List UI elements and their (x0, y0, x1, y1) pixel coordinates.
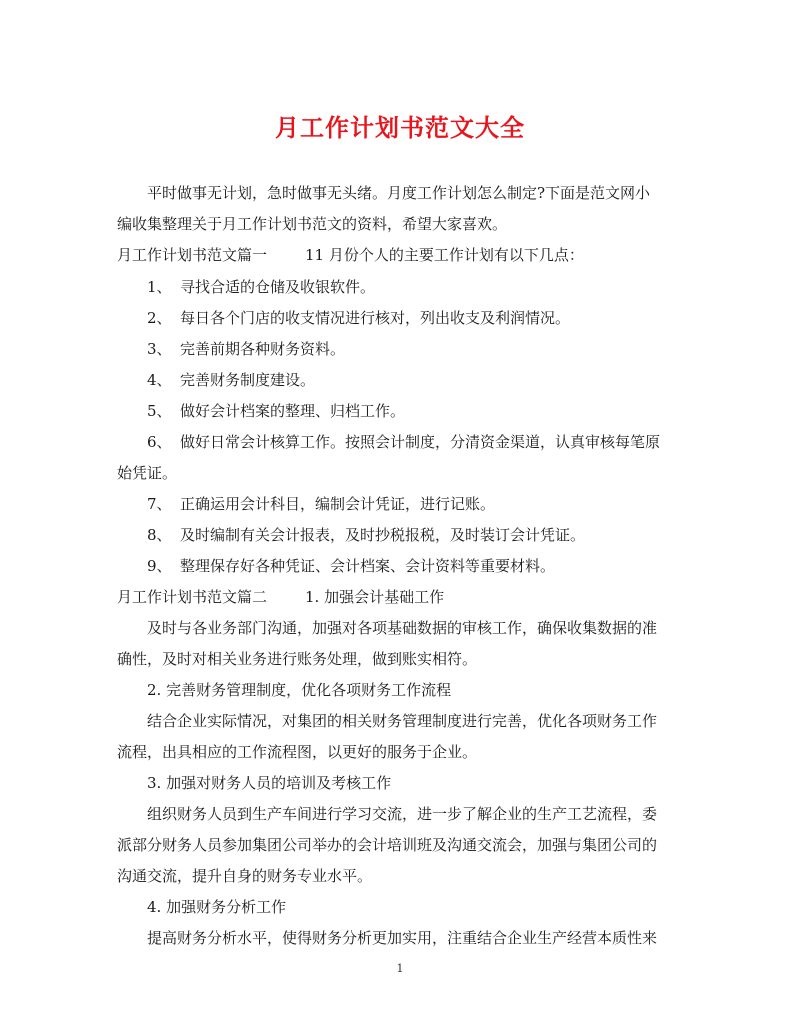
subheading: 2. 完善财务管理制度，优化各项财务工作流程 (147, 681, 452, 699)
subheading: 3. 加强对财务人员的培训及考核工作 (147, 774, 392, 792)
paragraph-line: 派部分财务人员参加集团公司举办的会计培训班及沟通交流会，加强与集团公司的 (117, 836, 658, 854)
section1-label: 月工作计划书范文篇一 (117, 246, 268, 264)
section1-header (117, 244, 584, 265)
item-number: 4、 (147, 371, 172, 389)
intro-line-2: 编收集整理关于月工作计划书范文的资料，希望大家喜欢。 (117, 215, 508, 233)
paragraph-line: 组织财务人员到生产车间进行学习交流，进一步了解企业的生产工艺流程，委 (147, 805, 658, 823)
item-text: 正确运用会计科目，编制会计凭证，进行记账。 (180, 495, 496, 513)
item-number: 8、 (147, 526, 172, 544)
item-number: 1、 (147, 278, 172, 296)
item-text: 每日各个门店的收支情况进行核对，列出收支及利润情况。 (180, 309, 571, 327)
list-item (147, 555, 555, 576)
item-text: 整理保存好各种凭证、会计档案、会计资料等重要材料。 (180, 557, 556, 575)
item-text: 完善财务制度建设。 (180, 371, 316, 389)
list-item (147, 369, 315, 390)
item-number: 3、 (147, 340, 172, 358)
item-text: 及时编制有关会计报表，及时抄税报税，及时装订会计凭证。 (180, 526, 586, 544)
item-text: 做好会计档案的整理、归档工作。 (180, 402, 406, 420)
list-item (147, 431, 660, 452)
list-item (147, 524, 585, 545)
list-item (147, 307, 570, 328)
section2-heading: 1. 加强会计基础工作 (305, 588, 445, 606)
list-item (147, 493, 495, 514)
paragraph-line: 沟通交流，提升自身的财务专业水平。 (117, 867, 373, 885)
paragraph-line: 结合企业实际情况，对集团的相关财务管理制度进行完善，优化各项财务工作 (147, 712, 658, 730)
list-item (147, 338, 345, 359)
subheading: 4. 加强财务分析工作 (147, 898, 287, 916)
item-text: 寻找合适的仓储及收银软件。 (180, 278, 376, 296)
item-text: 完善前期各种财务资料。 (180, 340, 346, 358)
item-number: 5、 (147, 402, 172, 420)
paragraph-line: 流程，出具相应的工作流程图，以更好的服务于企业。 (117, 743, 478, 761)
intro-line-1: 平时做事无计划，急时做事无头绪。月度工作计划怎么制定?下面是范文网小 (147, 184, 651, 202)
paragraph-line: 及时与各业务部门沟通，加强对各项基础数据的审核工作，确保收集数据的准 (147, 619, 658, 637)
item-number: 9、 (147, 557, 172, 575)
paragraph-line: 确性，及时对相关业务进行账务处理，做到账实相符。 (117, 650, 478, 668)
list-item-continuation: 始凭证。 (117, 464, 178, 482)
item-number: 6、 (147, 433, 172, 451)
document-title: 月工作计划书范文大全 (275, 113, 525, 142)
section1-heading: 11 月份个人的主要工作计划有以下几点： (305, 246, 584, 264)
item-text: 做好日常会计核算工作。按照会计制度，分清资金渠道，认真审核每笔原 (180, 433, 661, 451)
section2-header (117, 586, 444, 607)
page-number: 1 (396, 962, 404, 975)
list-item (147, 400, 405, 421)
paragraph-line: 提高财务分析水平，使得财务分析更加实用，注重结合企业生产经营本质性来 (147, 929, 658, 947)
item-number: 7、 (147, 495, 172, 513)
section2-label: 月工作计划书范文篇二 (117, 588, 268, 606)
item-number: 2、 (147, 309, 172, 327)
list-item (147, 276, 375, 297)
